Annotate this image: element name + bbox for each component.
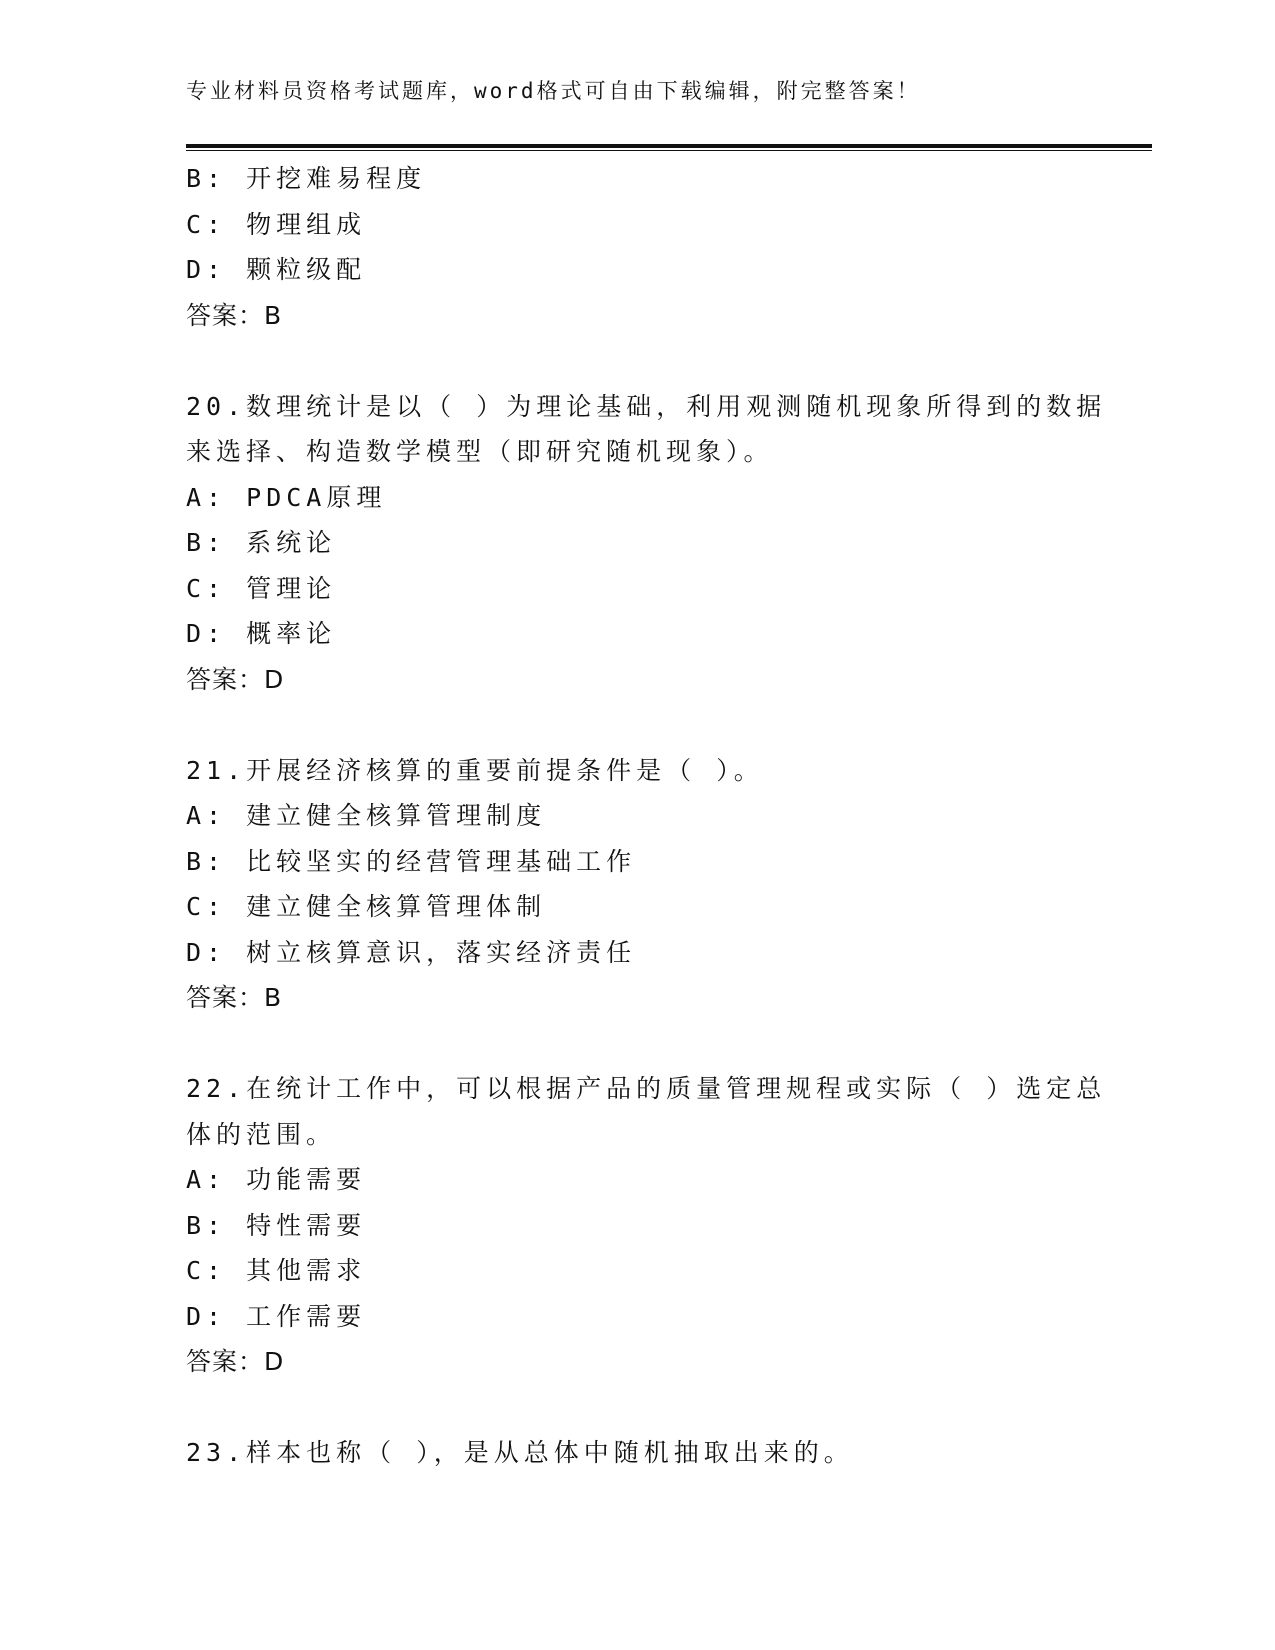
option-line: C: 管理论 — [186, 573, 337, 603]
option-line: B: 开挖难易程度 — [186, 164, 427, 193]
header-rule-thick — [186, 144, 1152, 148]
question-stem: 来选择、构造数学模型（即研究随机现象）。 — [186, 437, 774, 466]
option-line: A: PDCA原理 — [186, 482, 387, 512]
option-line: A: 建立健全核算管理制度 — [186, 801, 547, 830]
page-header: 专业材料员资格考试题库，word格式可自由下载编辑，附完整答案！ — [186, 79, 921, 103]
option-line: B: 特性需要 — [186, 1210, 367, 1240]
answer-line: 答案：B — [186, 983, 283, 1012]
option-line: A: 功能需要 — [186, 1165, 367, 1194]
option-line: B: 系统论 — [186, 528, 337, 557]
spacer — [186, 338, 1086, 384]
option-line: C: 其他需求 — [186, 1256, 367, 1285]
option-line: D: 概率论 — [186, 619, 337, 648]
answer-line: 答案：B — [186, 300, 283, 330]
spacer — [186, 1385, 1086, 1431]
question-stem: 23.样本也称（ ），是从总体中随机抽取出来的。 — [186, 1438, 854, 1467]
answer-line: 答案：D — [186, 664, 285, 694]
spacer — [186, 1021, 1086, 1067]
option-line: D: 树立核算意识，落实经济责任 — [186, 937, 637, 967]
question-stem: 20.数理统计是以（ ）为理论基础，利用观测随机现象所得到的数据 — [186, 391, 1107, 421]
header-rule-thin — [186, 150, 1152, 151]
question-stem: 22.在统计工作中，可以根据产品的质量管理规程或实际（ ）选定总 — [186, 1074, 1107, 1103]
question-stem: 体的范围。 — [186, 1119, 337, 1149]
answer-line: 答案：D — [186, 1347, 285, 1376]
option-line: B: 比较坚实的经营管理基础工作 — [186, 846, 637, 876]
option-line: C: 建立健全核算管理体制 — [186, 892, 547, 921]
question-content — [186, 156, 1107, 1476]
option-line: C: 物理组成 — [186, 209, 367, 239]
option-line: D: 颗粒级配 — [186, 255, 367, 284]
option-line: D: 工作需要 — [186, 1301, 367, 1331]
spacer — [186, 702, 1086, 748]
question-stem: 21.开展经济核算的重要前提条件是（ ）。 — [186, 755, 764, 785]
